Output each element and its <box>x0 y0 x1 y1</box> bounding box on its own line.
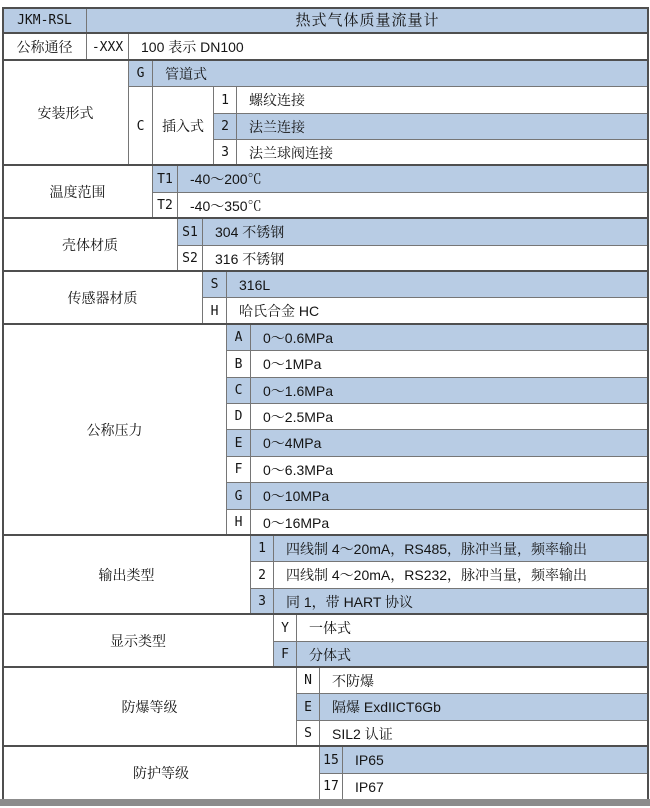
display-desc: 分体式 <box>296 641 649 668</box>
temp-desc: -40～200℃ <box>177 165 649 193</box>
section-label-pressure: 公称压力 <box>2 324 227 536</box>
section-divider <box>2 270 649 272</box>
section-divider <box>2 613 649 615</box>
install-sub-desc: 法兰球阀连接 <box>236 139 649 166</box>
pressure-code: B <box>226 350 251 378</box>
output-desc: 四线制 4～20mA，RS485，脉冲当量，频率输出 <box>273 535 649 562</box>
section-divider <box>2 745 649 747</box>
section-label-sensor: 传感器材质 <box>2 271 203 325</box>
shell-desc: 316 不锈钢 <box>202 245 649 272</box>
pressure-desc: 0～0.6MPa <box>250 324 649 351</box>
install-sub-code: 3 <box>213 139 237 166</box>
display-desc: 一体式 <box>296 614 649 642</box>
pressure-code: F <box>226 456 251 483</box>
pressure-desc: 0～6.3MPa <box>250 456 649 483</box>
display-code: Y <box>273 614 297 642</box>
pressure-desc: 0～10MPa <box>250 482 649 510</box>
pressure-code: A <box>226 324 251 351</box>
display-code: F <box>273 641 297 668</box>
section-divider <box>2 32 649 34</box>
sensor-code: H <box>202 297 227 325</box>
output-code: 1 <box>250 535 274 562</box>
section-label-dn: 公称通径 <box>2 33 87 61</box>
dn-desc-cell: 100 表示 DN100 <box>128 33 649 61</box>
install-insert-code: C <box>128 86 153 166</box>
section-divider <box>2 164 649 166</box>
protection-desc: IP65 <box>342 746 649 774</box>
table-bottom-rule <box>0 799 650 806</box>
explosion-code: S <box>296 720 320 747</box>
section-label-shell: 壳体材质 <box>2 218 178 272</box>
shell-desc: 304 不锈钢 <box>202 218 649 246</box>
install-sub-desc: 法兰连接 <box>236 113 649 140</box>
pressure-desc: 0～16MPa <box>250 509 649 536</box>
protection-code: 15 <box>319 746 343 774</box>
section-divider <box>2 666 649 668</box>
section-label-explosion: 防爆等级 <box>2 667 297 747</box>
section-divider <box>2 534 649 536</box>
output-desc: 四线制 4～20mA，RS232，脉冲当量，频率输出 <box>273 561 649 589</box>
temp-code: T2 <box>152 192 178 219</box>
install-pipe-desc: 管道式 <box>152 60 649 87</box>
pressure-code: C <box>226 377 251 404</box>
pressure-code: H <box>226 509 251 536</box>
explosion-code: E <box>296 693 320 721</box>
install-sub-desc: 螺纹连接 <box>236 86 649 114</box>
temp-desc: -40～350℃ <box>177 192 649 219</box>
output-code: 3 <box>250 588 274 615</box>
sensor-desc: 哈氏合金 HC <box>226 297 649 325</box>
shell-code: S1 <box>177 218 203 246</box>
section-label-output: 输出类型 <box>2 535 251 615</box>
explosion-desc: 不防爆 <box>319 667 649 694</box>
section-label-temp: 温度范围 <box>2 165 153 219</box>
pressure-code: E <box>226 429 251 457</box>
pressure-code: G <box>226 482 251 510</box>
output-code: 2 <box>250 561 274 589</box>
protection-desc: IP67 <box>342 773 649 800</box>
temp-code: T1 <box>152 165 178 193</box>
pressure-desc: 0～1.6MPa <box>250 377 649 404</box>
dn-code-cell: -XXX <box>86 33 129 61</box>
explosion-code: N <box>296 667 320 694</box>
install-sub-code: 1 <box>213 86 237 114</box>
pressure-desc: 0～4MPa <box>250 429 649 457</box>
section-label-display: 显示类型 <box>2 614 274 668</box>
section-divider <box>2 323 649 325</box>
pressure-desc: 0～1MPa <box>250 350 649 378</box>
shell-code: S2 <box>177 245 203 272</box>
install-sub-code: 2 <box>213 113 237 140</box>
explosion-desc: 隔爆 ExdIICT6Gb <box>319 693 649 721</box>
section-divider <box>2 217 649 219</box>
install-pipe-code: G <box>128 60 153 87</box>
sensor-desc: 316L <box>226 271 649 298</box>
model-code-cell: JKM-RSL <box>2 7 87 34</box>
section-label-protection: 防护等级 <box>2 746 320 800</box>
output-desc: 同 1，带 HART 协议 <box>273 588 649 615</box>
pressure-code: D <box>226 403 251 430</box>
install-insert-name: 插入式 <box>152 86 214 166</box>
section-label-install: 安装形式 <box>2 60 129 166</box>
explosion-desc: SIL2 认证 <box>319 720 649 747</box>
protection-code: 17 <box>319 773 343 800</box>
pressure-desc: 0～2.5MPa <box>250 403 649 430</box>
table-title: 热式气体质量流量计 <box>86 7 649 34</box>
sensor-code: S <box>202 271 227 298</box>
section-divider <box>2 59 649 61</box>
